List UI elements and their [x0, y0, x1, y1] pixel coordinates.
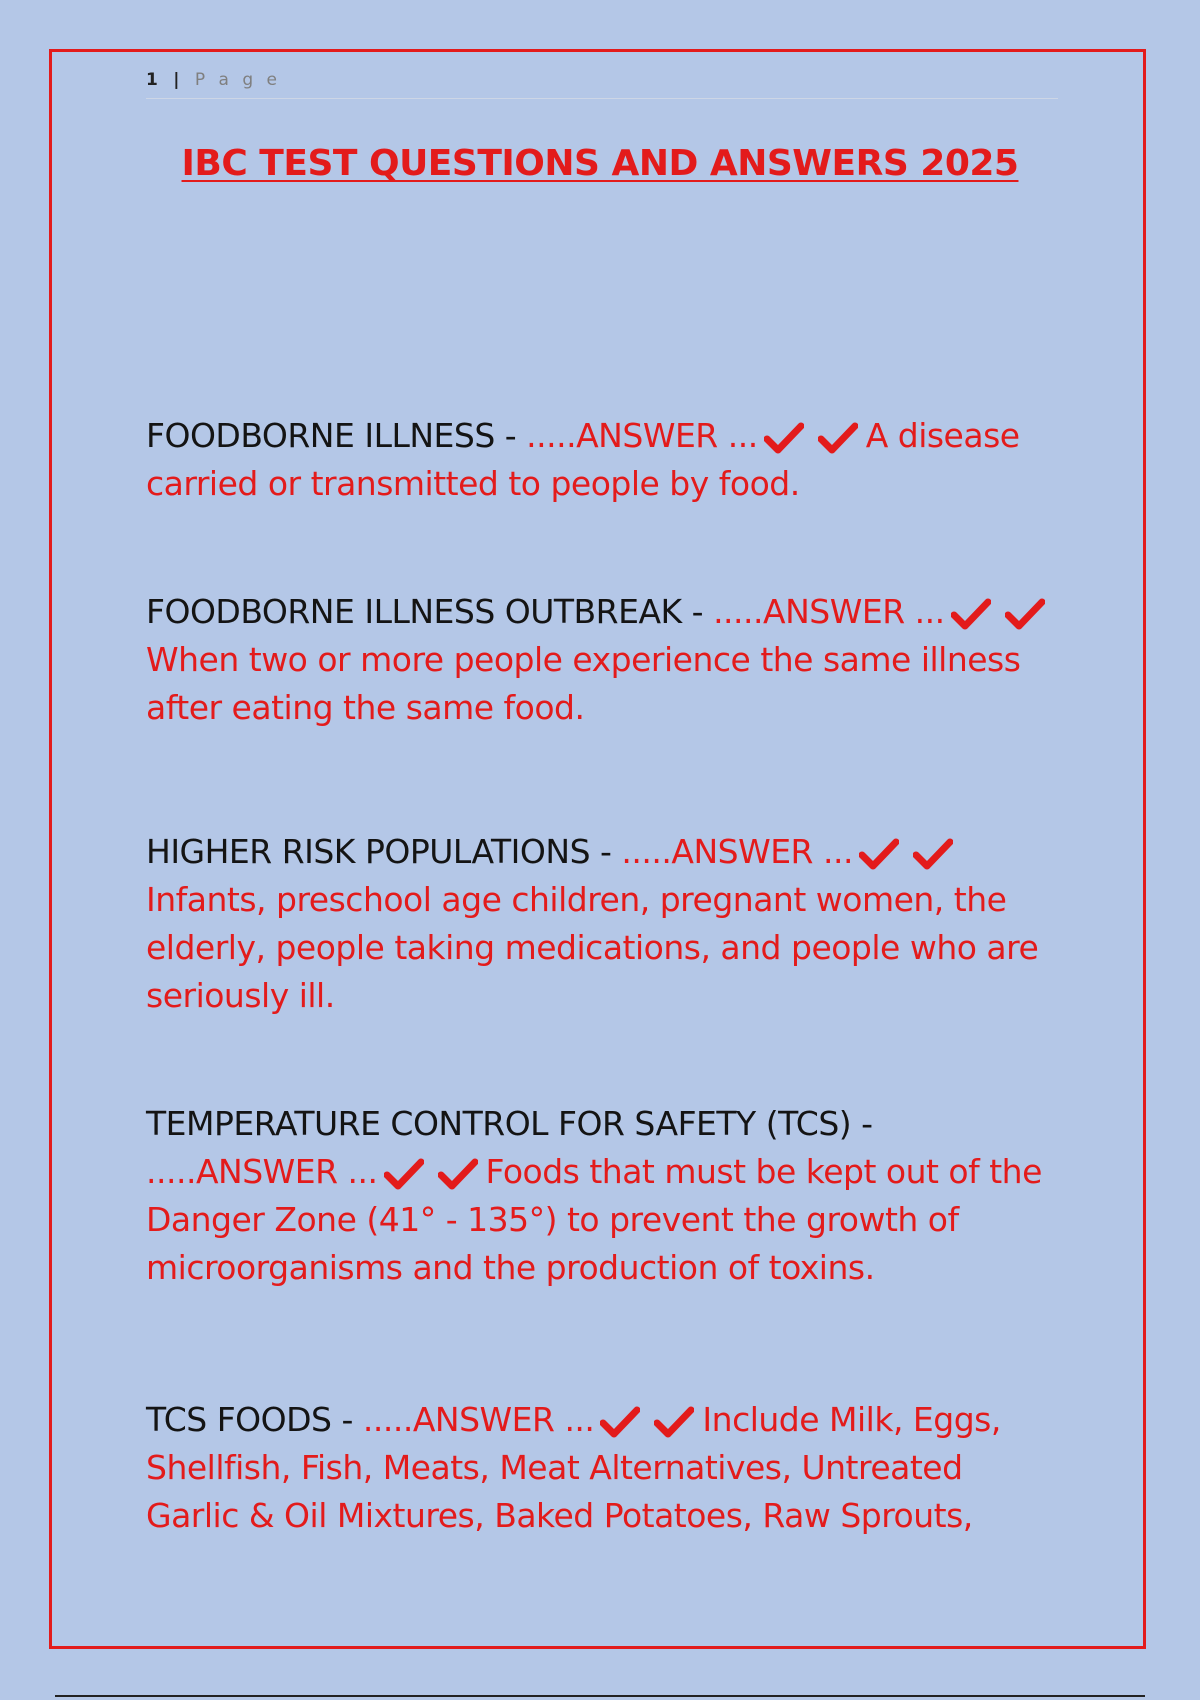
- checkmark-icon: [438, 1158, 478, 1190]
- checkmark-icon: [818, 422, 858, 454]
- checkmark-icon: [764, 422, 804, 454]
- question-text: TCS FOODS -: [146, 1400, 363, 1439]
- check-group: [853, 828, 961, 876]
- answer-text: Infants, preschool age children, pregnant women, the elderly, people taking medications, and people who are seriously ill.: [146, 880, 1039, 1015]
- answer-text: When two or more people experience the same illness after eating the same food.: [146, 640, 1021, 727]
- page-label: P a g e: [194, 70, 282, 90]
- check-group: [945, 588, 1053, 636]
- answer-prefix: .....ANSWER ...: [621, 832, 853, 871]
- qa-item: [146, 412, 1056, 508]
- question-text: HIGHER RISK POPULATIONS -: [146, 832, 622, 871]
- document-title: IBC TEST QUESTIONS AND ANSWERS 2025: [181, 143, 1019, 184]
- checkmark-icon: [600, 1406, 640, 1438]
- question-text: FOODBORNE ILLNESS -: [146, 416, 527, 455]
- qa-item: [146, 828, 1056, 1020]
- checkmark-icon: [1005, 598, 1045, 630]
- page-header: [146, 70, 1058, 99]
- qa-item: [146, 1396, 1056, 1540]
- checkmark-icon: [654, 1406, 694, 1438]
- checkmark-icon: [859, 838, 899, 870]
- checkmark-icon: [951, 598, 991, 630]
- question-text: FOODBORNE ILLNESS OUTBREAK -: [146, 592, 714, 631]
- page-separator: |: [173, 70, 184, 90]
- answer-prefix: .....ANSWER ...: [526, 416, 758, 455]
- checkmark-icon: [913, 838, 953, 870]
- check-group: [378, 1148, 486, 1196]
- question-text: TEMPERATURE CONTROL FOR SAFETY (TCS) -: [146, 1104, 873, 1143]
- checkmark-icon: [384, 1158, 424, 1190]
- answer-text: Foods that must be kept out of the Danger Zone (41° - 135°) to prevent the growth of microorganisms and the production of toxins.: [146, 1152, 1042, 1287]
- qa-item: [146, 1100, 1056, 1292]
- answer-text: Include Milk, Eggs, Shellfish, Fish, Meats, Meat Alternatives, Untreated Garlic & Oil Mixtures, Baked Potatoes, Raw Sprouts,: [146, 1400, 1001, 1535]
- answer-prefix: .....ANSWER ...: [713, 592, 945, 631]
- page-number: 1: [146, 70, 162, 90]
- check-group: [758, 412, 866, 460]
- check-group: [594, 1396, 702, 1444]
- qa-item: [146, 588, 1056, 732]
- footer-rule: [55, 1695, 1145, 1697]
- answer-prefix: .....ANSWER ...: [362, 1400, 595, 1439]
- answer-prefix: .....ANSWER ...: [146, 1152, 378, 1191]
- answer-text: A disease carried or transmitted to people by food.: [146, 416, 1020, 503]
